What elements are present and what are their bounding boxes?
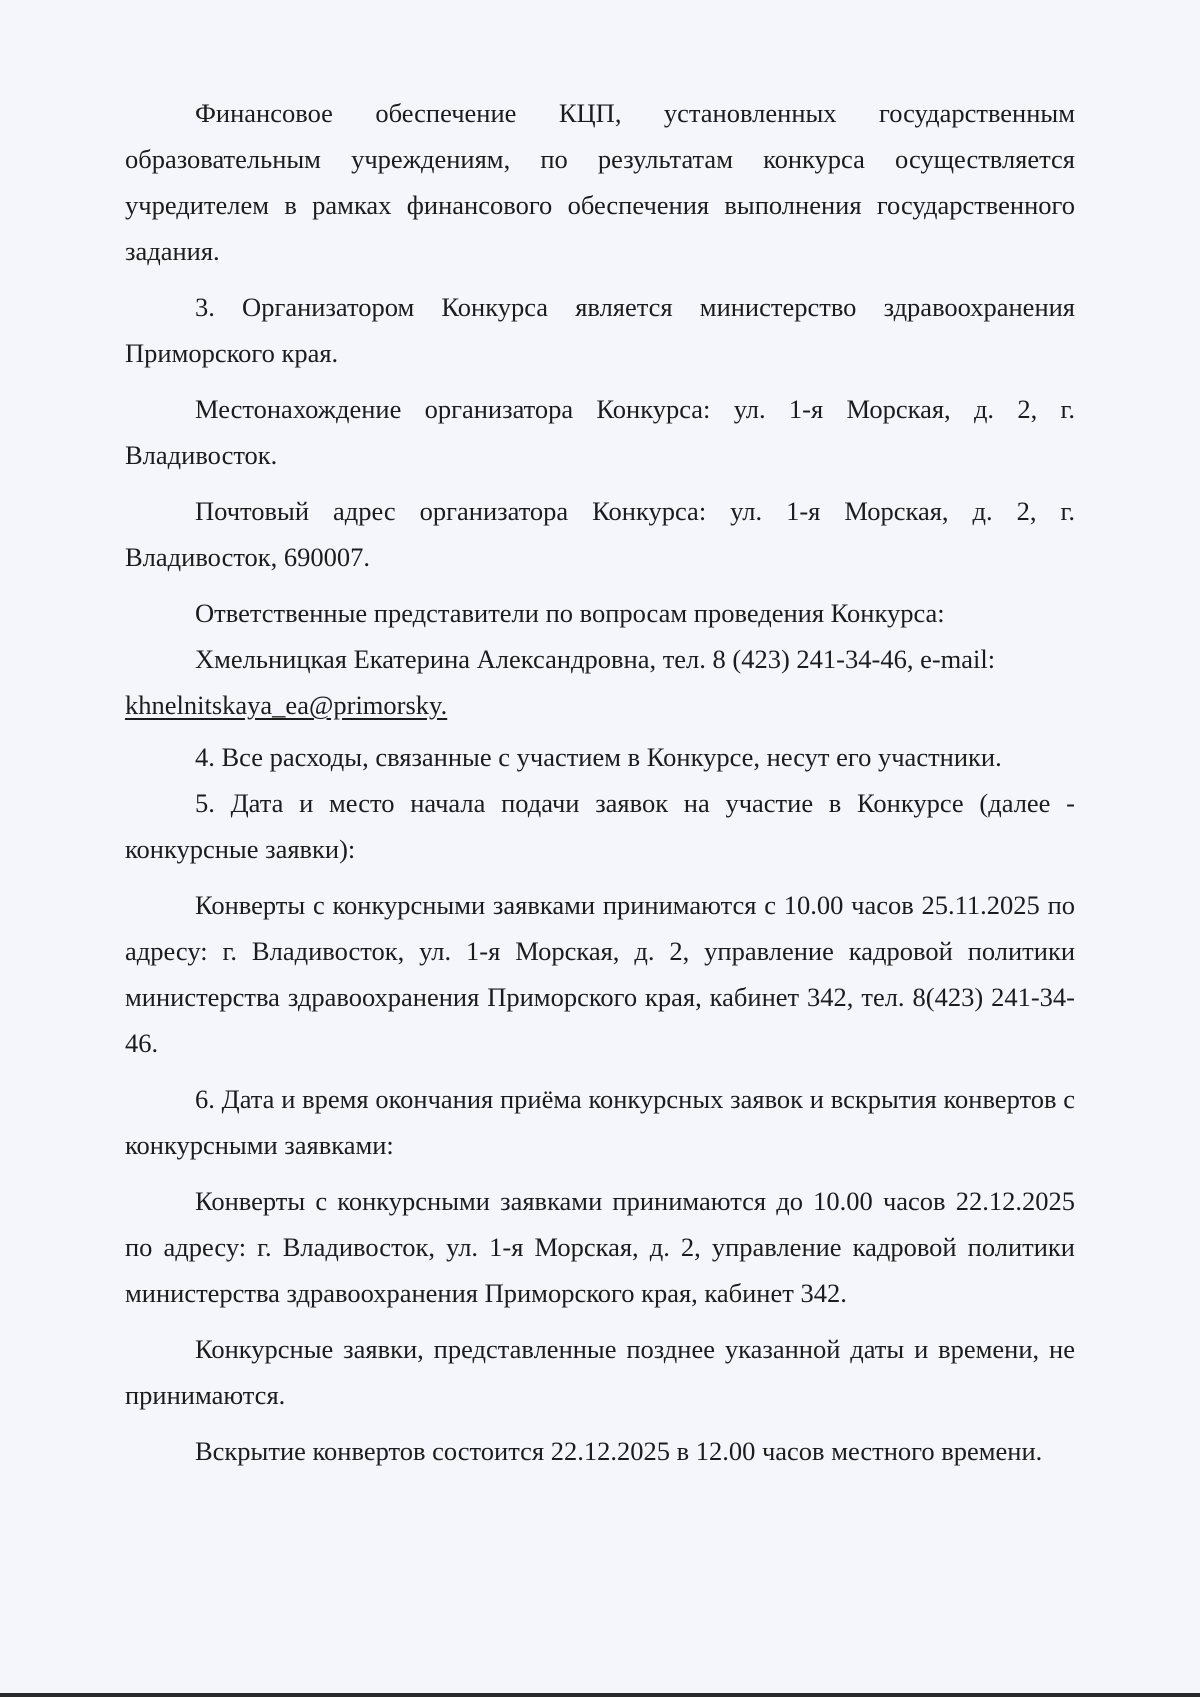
paragraph-late-applications: Конкурсные заявки, представленные позднее указанной даты и времени, не принимаются. bbox=[125, 1334, 1075, 1410]
paragraph-organizer-location: Местонахождение организатора Конкурса: ул. 1-я Морская, д. 2, г. Владивосток. bbox=[125, 394, 1075, 470]
paragraph-representatives-heading: Ответственные представители по вопросам проведения Конкурса: bbox=[195, 598, 945, 628]
page-bottom-edge bbox=[0, 1693, 1200, 1697]
paragraph-envelopes-accepted-from: Конверты с конкурсными заявками принимаются с 10.00 часов 25.11.2025 по адресу: г. Владивосток, ул. 1-я Морская, д. 2, управление кадровой политики министерства здравоохранения Приморского края, кабинет 342, тел. 8(423) 241-34-46. bbox=[125, 890, 1075, 1058]
paragraph-expenses: 4. Все расходы, связанные с участием в Конкурсе, несут его участники. bbox=[195, 742, 1002, 772]
paragraph-organizer: 3. Организатором Конкурса является министерство здравоохранения Приморского края. bbox=[125, 292, 1075, 368]
paragraph-funding: Финансовое обеспечение КЦП, установленных государственным образовательным учреждениям, по результатам конкурса осуществляется учредителем в рамках финансового обеспечения выполнения государственного задания. bbox=[125, 98, 1075, 266]
paragraph-opening-envelopes: Вскрытие конвертов состоится 22.12.2025 в 12.00 часов местного времени. bbox=[195, 1436, 1043, 1466]
paragraph-application-end: 6. Дата и время окончания приёма конкурсных заявок и вскрытия конвертов с конкурсными заявками: bbox=[125, 1084, 1075, 1160]
document-body bbox=[125, 90, 1075, 1484]
paragraph-envelopes-accepted-until: Конверты с конкурсными заявками принимаются до 10.00 часов 22.12.2025 по адресу: г. Владивосток, ул. 1-я Морская, д. 2, управление кадровой политики министерства здравоохранения Приморского края, кабинет 342. bbox=[125, 1186, 1075, 1308]
paragraph-application-start: 5. Дата и место начала подачи заявок на участие в Конкурсе (далее - конкурсные заявки): bbox=[125, 788, 1075, 864]
paragraph-postal-address: Почтовый адрес организатора Конкурса: ул. 1-я Морская, д. 2, г. Владивосток, 690007. bbox=[125, 496, 1075, 572]
email-line bbox=[125, 682, 1075, 728]
paragraph-representative-contact: Хмельницкая Екатерина Александровна, тел. 8 (423) 241-34-46, e-mail: bbox=[195, 644, 996, 674]
email-link[interactable]: khnelnitskaya_ea@primorsky. bbox=[125, 690, 448, 720]
